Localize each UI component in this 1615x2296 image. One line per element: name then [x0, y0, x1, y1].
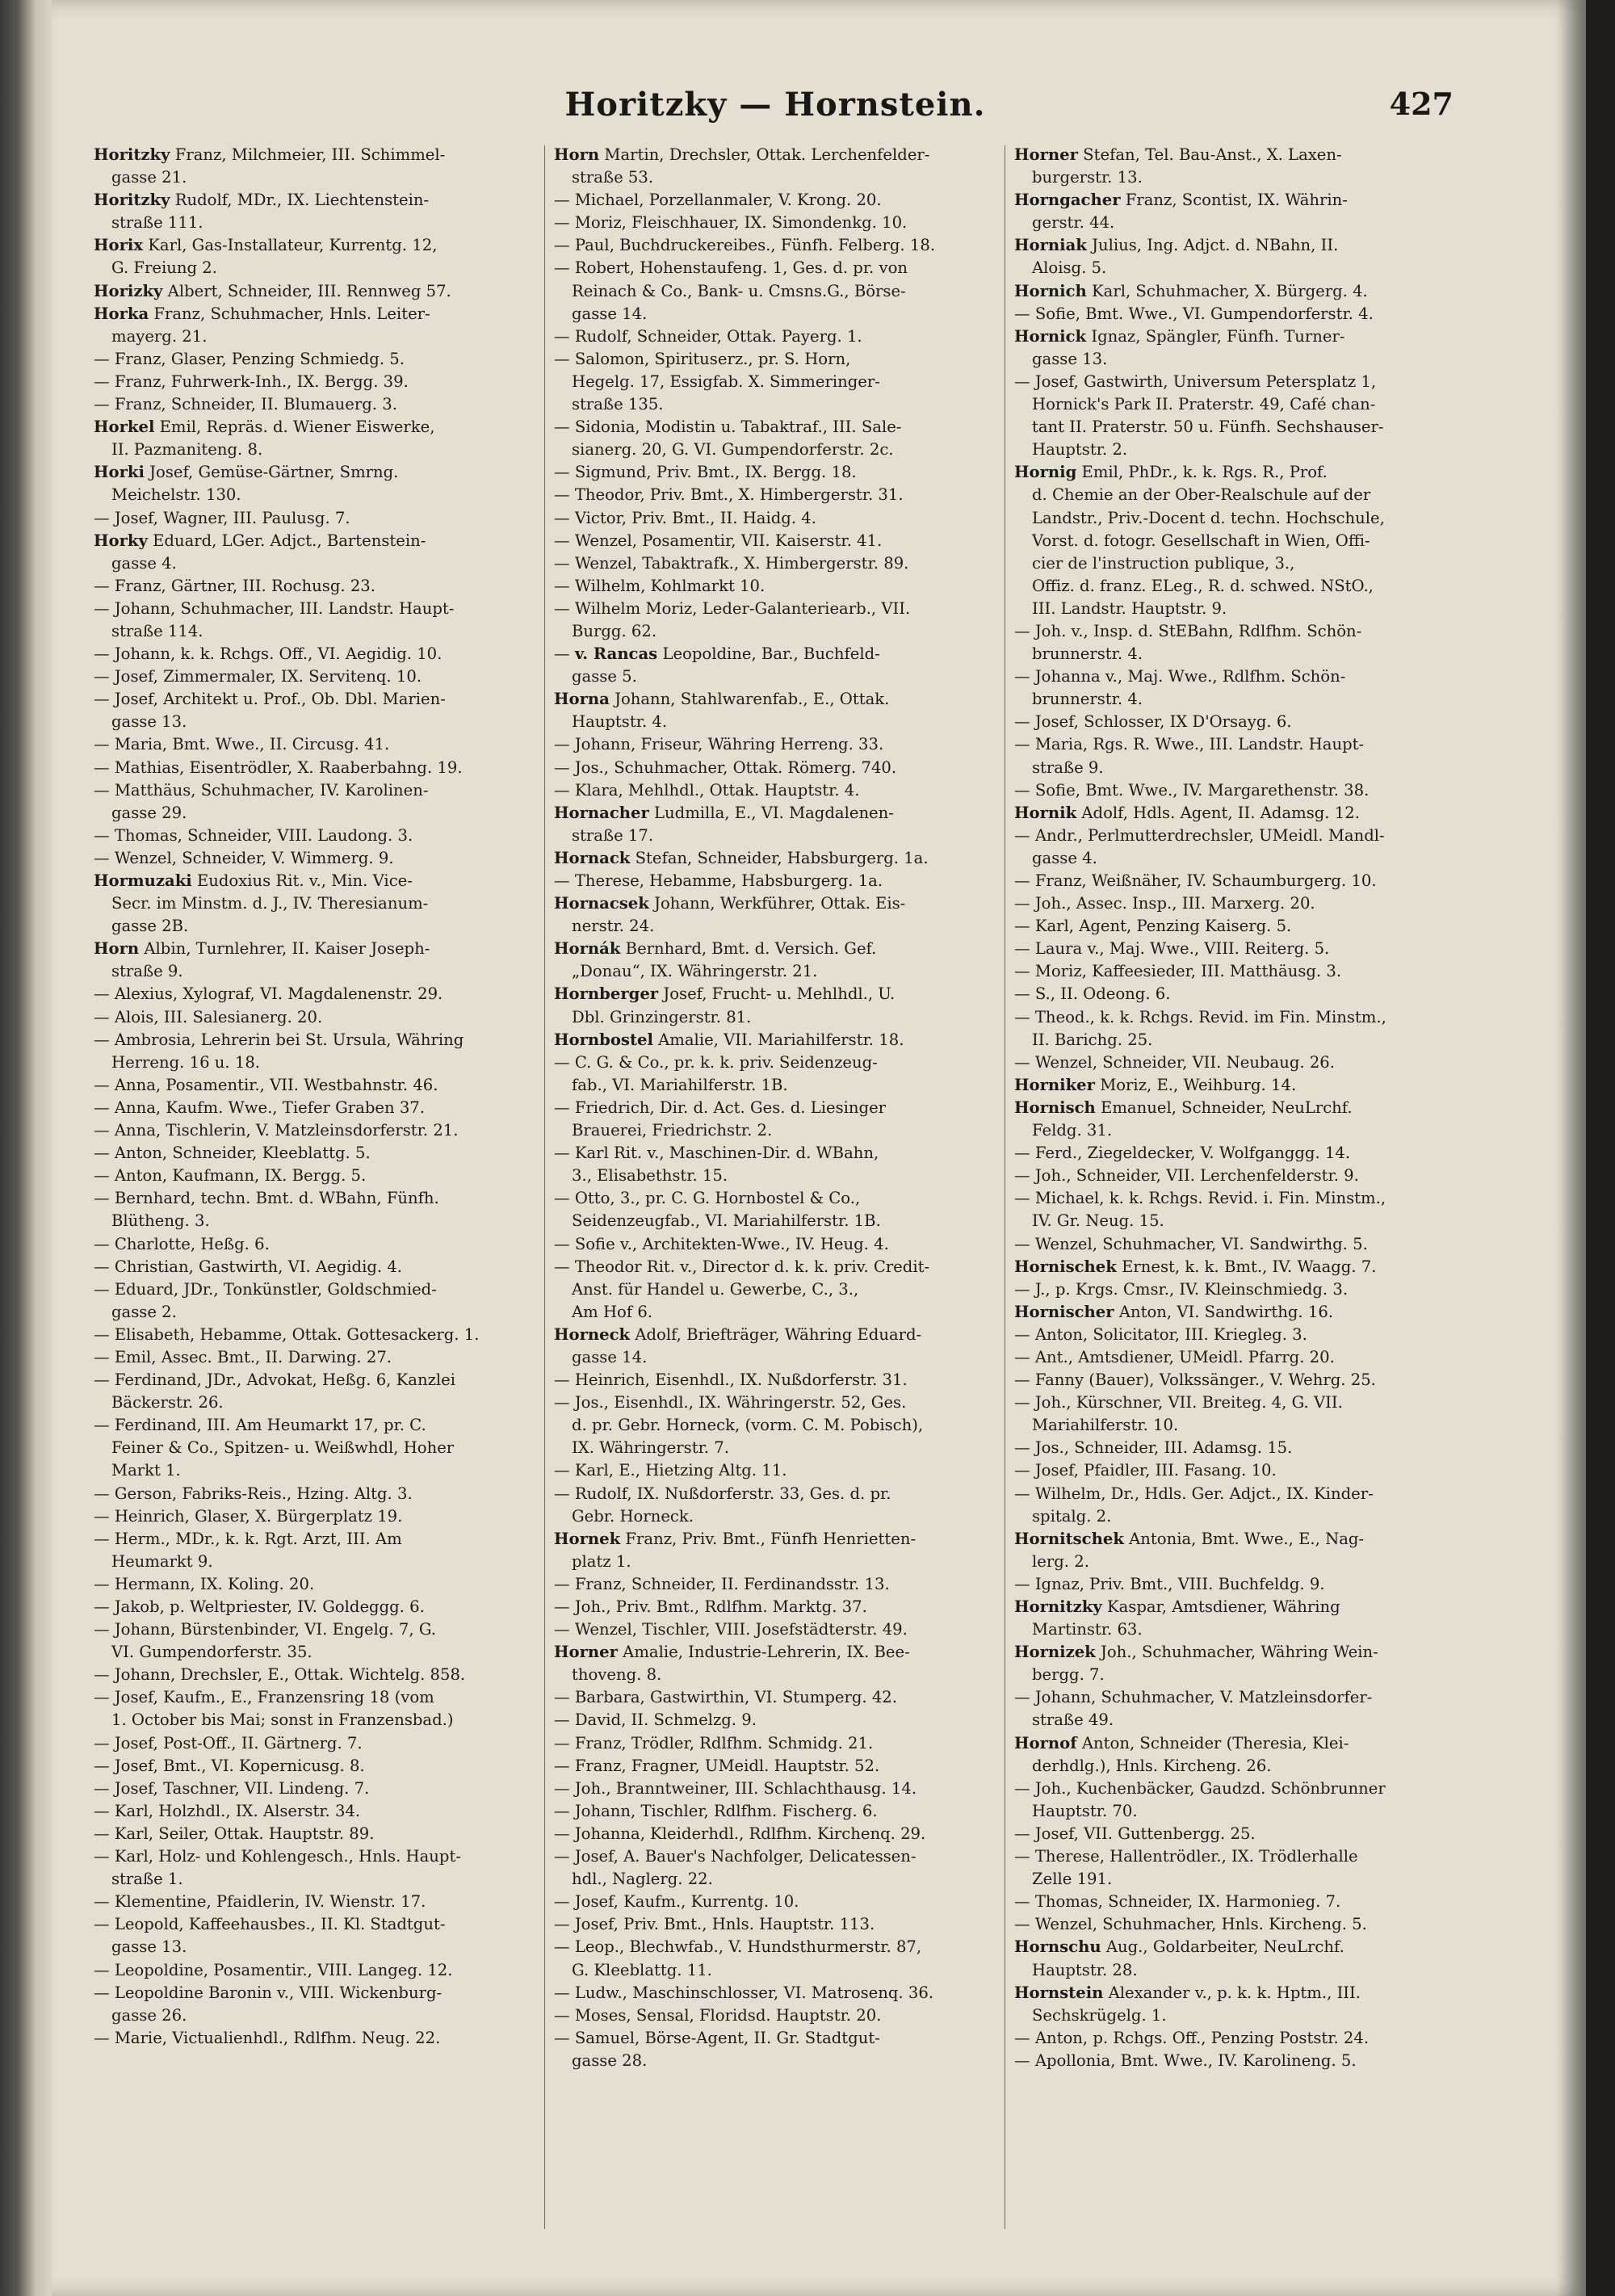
entry-continuation: gasse 14. — [572, 304, 648, 323]
surname-entry: Horizky Albert, Schneider, III. Rennweg 57. — [94, 281, 451, 300]
entry-continuation: 3., Elisabethstr. 15. — [572, 1166, 728, 1186]
surname-entry: Horneck Adolf, Briefträger, Währing Eduard- — [554, 1324, 922, 1344]
entry-continuation: gasse 13. — [111, 1937, 187, 1957]
entry-continuation: spitalg. 2. — [1032, 1506, 1112, 1526]
sub-entry: — Anna, Kaufm. Wwe., Tiefer Graben 37. — [94, 1098, 425, 1117]
sub-entry: — Andr., Perlmutterdrechsler, UMeidl. Mandl- — [1014, 825, 1385, 845]
sub-entry: — Heinrich, Eisenhdl., IX. Nußdorferstr. 31. — [554, 1370, 908, 1390]
sub-entry: — Mathias, Eisentrödler, X. Raaberbahng. 19. — [94, 758, 463, 777]
sub-entry: — Therese, Hebamme, Habsburgerg. 1a. — [554, 871, 883, 890]
sub-entry: — Josef, Gastwirth, Universum Petersplatz 1, — [1014, 371, 1377, 391]
surname-entry: Horn Martin, Drechsler, Ottak. Lerchenfelder- — [554, 145, 930, 164]
sub-entry: — Joh., Schneider, VII. Lerchenfelderstr. 9. — [1014, 1166, 1359, 1186]
sub-entry: — Therese, Hallentrödler., IX. Trödlerhalle — [1014, 1847, 1358, 1866]
surname-entry: Hornák Bernhard, Bmt. d. Versich. Gef. — [554, 939, 877, 959]
sub-entry: — Franz, Weißnäher, IV. Schaumburgerg. 10. — [1014, 871, 1377, 890]
sub-entry: — Josef, Bmt., VI. Kopernicusg. 8. — [94, 1756, 365, 1775]
sub-entry: — Josef, Kaufm., Kurrentg. 10. — [554, 1892, 799, 1912]
sub-entry: — Wilhelm, Kohlmarkt 10. — [554, 576, 766, 595]
sub-entry: — Josef, A. Bauer's Nachfolger, Delicatessen- — [554, 1847, 917, 1866]
sub-entry: — Franz, Fuhrwerk-Inh., IX. Bergg. 39. — [94, 371, 409, 391]
sub-entry: — Gerson, Fabriks-Reis., Hzing. Altg. 3. — [94, 1484, 413, 1503]
entry-continuation: Martinstr. 63. — [1032, 1620, 1143, 1639]
sub-entry: — Josef, Zimmermaler, IX. Servitenq. 10. — [94, 667, 422, 686]
sub-entry: — Josef, Kaufm., E., Franzensring 18 (vom — [94, 1688, 434, 1707]
surname-entry: Hornacher Ludmilla, E., VI. Magdalenen- — [554, 803, 894, 822]
entry-continuation: IV. Gr. Neug. 15. — [1032, 1211, 1164, 1231]
surname-entry: Hornack Stefan, Schneider, Habsburgerg. 1a. — [554, 848, 929, 867]
entry-continuation: straße 114. — [111, 621, 203, 640]
sub-entry: — v. Rancas Leopoldine, Bar., Buchfeld- — [554, 644, 880, 664]
sub-entry: — Karl, Seiler, Ottak. Hauptstr. 89. — [94, 1824, 375, 1843]
entry-continuation: brunnerstr. 4. — [1032, 644, 1143, 664]
entry-continuation: G. Kleeblattg. 11. — [572, 1960, 712, 1979]
running-title: Horitzky — Hornstein. — [564, 86, 986, 124]
entry-continuation: Feldg. 31. — [1032, 1121, 1113, 1140]
entry-continuation: Offiz. d. franz. ELeg., R. d. schwed. NStO., — [1032, 576, 1374, 595]
surname-entry: Hornischer Anton, VI. Sandwirthg. 16. — [1014, 1302, 1334, 1321]
sub-entry: — Jos., Eisenhdl., IX. Währingerstr. 52, Ges. — [554, 1393, 907, 1412]
sub-entry: — Christian, Gastwirth, VI. Aegidig. 4. — [94, 1257, 403, 1276]
sub-entry: — Theod., k. k. Rchgs. Revid. im Fin. Minstm., — [1014, 1007, 1386, 1026]
page-number: 427 — [1389, 86, 1454, 122]
entry-continuation: Brauerei, Friedrichstr. 2. — [572, 1121, 773, 1140]
surname-entry: Horngacher Franz, Scontist, IX. Währin- — [1014, 191, 1348, 210]
entry-continuation: Hornick's Park II. Praterstr. 49, Café chan- — [1032, 395, 1376, 414]
entry-continuation: Mariahilferstr. 10. — [1032, 1416, 1179, 1435]
sub-entry: — Friedrich, Dir. d. Act. Ges. d. Liesinger — [554, 1098, 887, 1117]
entry-continuation: gasse 5. — [572, 667, 637, 686]
directory-column-1 — [94, 144, 536, 2292]
entry-continuation: G. Freiung 2. — [111, 258, 217, 278]
sub-entry: — Anton, Schneider, Kleeblattg. 5. — [94, 1144, 371, 1163]
entry-continuation: gasse 26. — [111, 2005, 187, 2025]
sub-entry: — Anna, Tischlerin, V. Matzleinsdorferstr. 21. — [94, 1121, 459, 1140]
entry-continuation: Bäckerstr. 26. — [111, 1393, 224, 1412]
sub-entry: — Josef, Pfaidler, III. Fasang. 10. — [1014, 1461, 1277, 1480]
entry-continuation: Blütheng. 3. — [111, 1211, 210, 1231]
sub-entry: — Wenzel, Tischler, VIII. Josefstädterstr. 49. — [554, 1620, 908, 1639]
surname-entry: Hornacsek Johann, Werkführer, Ottak. Eis- — [554, 894, 906, 913]
sub-entry: — Joh. v., Insp. d. StEBahn, Rdlfhm. Schön- — [1014, 621, 1362, 640]
sub-entry: — Paul, Buchdruckereibes., Fünfh. Felberg. 18. — [554, 236, 936, 255]
sub-entry: — Josef, Wagner, III. Paulusg. 7. — [94, 508, 350, 527]
sub-entry: — Anna, Posamentir., VII. Westbahnstr. 46. — [94, 1075, 438, 1094]
sub-entry: — Heinrich, Glaser, X. Bürgerplatz 19. — [94, 1506, 403, 1526]
sub-entry: — Thomas, Schneider, IX. Harmonieg. 7. — [1014, 1892, 1341, 1912]
sub-entry: — Maria, Rgs. R. Wwe., III. Landstr. Haupt- — [1014, 735, 1365, 754]
sub-entry: — Victor, Priv. Bmt., II. Haidg. 4. — [554, 508, 816, 527]
sub-entry: — Josef, Taschner, VII. Lindeng. 7. — [94, 1778, 370, 1798]
sub-entry: — Wenzel, Schuhmacher, VI. Sandwirthg. 5. — [1014, 1234, 1368, 1253]
entry-continuation: gasse 13. — [1032, 349, 1108, 368]
sub-entry: — Michael, k. k. Rchgs. Revid. i. Fin. Minstm., — [1014, 1189, 1386, 1208]
sub-entry: — Joh., Assec. Insp., III. Marxerg. 20. — [1014, 894, 1315, 913]
surname-entry: Hornischek Ernest, k. k. Bmt., IV. Waagg. 7. — [1014, 1257, 1377, 1276]
entry-continuation: Vorst. d. fotogr. Gesellschaft in Wien, Offi- — [1032, 531, 1370, 550]
sub-entry: — Alois, III. Salesianerg. 20. — [94, 1007, 323, 1026]
sub-entry: — Rudolf, Schneider, Ottak. Payerg. 1. — [554, 326, 862, 346]
page-gutter-shadow — [1557, 0, 1586, 2296]
entry-continuation: Seidenzeugfab., VI. Mariahilferstr. 1B. — [572, 1211, 881, 1231]
surname-entry: Hornek Franz, Priv. Bmt., Fünfh Henrietten- — [554, 1529, 917, 1548]
surname-entry: Horner Stefan, Tel. Bau-Anst., X. Laxen- — [1014, 145, 1342, 164]
sub-entry: — Marie, Victualienhdl., Rdlfhm. Neug. 22. — [94, 2028, 441, 2047]
entry-continuation: Sechskrügelg. 1. — [1032, 2005, 1167, 2025]
sub-entry: — Rudolf, IX. Nußdorferstr. 33, Ges. d. pr. — [554, 1484, 891, 1503]
surname-entry: Horkel Emil, Repräs. d. Wiener Eiswerke, — [94, 418, 435, 437]
sub-entry: — Johanna, Kleiderhdl., Rdlfhm. Kirchenq. 29. — [554, 1824, 926, 1843]
sub-entry: — Joh., Kürschner, VII. Breiteg. 4, G. VII. — [1014, 1393, 1343, 1412]
sub-entry: — Sofie, Bmt. Wwe., IV. Margarethenstr. 38. — [1014, 780, 1370, 800]
sub-entry: — Sigmund, Priv. Bmt., IX. Bergg. 18. — [554, 463, 857, 482]
sub-entry: — Emil, Assec. Bmt., II. Darwing. 27. — [94, 1347, 392, 1366]
sub-entry: — Fanny (Bauer), Volkssänger., V. Wehrg. 25. — [1014, 1370, 1376, 1390]
sub-entry: — Leop., Blechwfab., V. Hundsthurmerstr. 87, — [554, 1937, 922, 1957]
sub-entry: — Bernhard, techn. Bmt. d. WBahn, Fünfh. — [94, 1189, 439, 1208]
sub-entry: — Franz, Glaser, Penzing Schmiedg. 5. — [94, 349, 405, 368]
sub-entry: — Theodor Rit. v., Director d. k. k. priv. Credit- — [554, 1257, 930, 1276]
sub-entry: — Johann, Schuhmacher, III. Landstr. Haupt- — [94, 598, 455, 618]
entry-continuation: tant II. Praterstr. 50 u. Fünfh. Sechshauser- — [1032, 418, 1384, 437]
entry-continuation: Hauptstr. 2. — [1032, 440, 1128, 460]
surname-entry: Hornick Ignaz, Spängler, Fünfh. Turner- — [1014, 326, 1345, 346]
entry-continuation: Landstr., Priv.-Docent d. techn. Hochschule, — [1032, 508, 1385, 527]
sub-entry: — Ambrosia, Lehrerin bei St. Ursula, Währing — [94, 1030, 464, 1049]
entry-continuation: Hauptstr. 28. — [1032, 1960, 1138, 1979]
sub-entry: — Josef, VII. Guttenbergg. 25. — [1014, 1824, 1256, 1843]
entry-continuation: derhdlg.), Hnls. Kircheng. 26. — [1032, 1756, 1272, 1775]
entry-continuation: burgerstr. 13. — [1032, 168, 1143, 187]
surname-entry: Hornstein Alexander v., p. k. k. Hptm., III. — [1014, 1983, 1361, 2002]
entry-continuation: straße 17. — [572, 825, 654, 845]
entry-continuation: gasse 4. — [1032, 848, 1097, 867]
entry-continuation: Secr. im Minstm. d. J., IV. Theresianum- — [111, 894, 429, 913]
entry-continuation: Aloisg. 5. — [1032, 258, 1107, 278]
sub-entry: — Karl, Agent, Penzing Kaiserg. 5. — [1014, 917, 1292, 936]
sub-entry: — Franz, Fragner, UMeidl. Hauptstr. 52. — [554, 1756, 880, 1775]
surname-entry: Horka Franz, Schuhmacher, Hnls. Leiter- — [94, 304, 430, 323]
sub-entry: — Moses, Sensal, Floridsd. Hauptstr. 20. — [554, 2005, 882, 2025]
entry-continuation: III. Landstr. Hauptstr. 9. — [1032, 598, 1227, 618]
entry-continuation: Am Hof 6. — [572, 1302, 653, 1321]
entry-continuation: cier de l'instruction publique, 3., — [1032, 553, 1295, 573]
sub-entry: — C. G. & Co., pr. k. k. priv. Seidenzeug- — [554, 1052, 878, 1072]
surname-entry: Hormuzaki Eudoxius Rit. v., Min. Vice- — [94, 871, 413, 890]
sub-entry: — Franz, Schneider, II. Ferdinandsstr. 13. — [554, 1574, 890, 1593]
entry-continuation: Hauptstr. 70. — [1032, 1801, 1138, 1820]
sub-entry: — Leopoldine Baronin v., VIII. Wickenburg- — [94, 1983, 443, 2002]
entry-continuation: gasse 21. — [111, 168, 187, 187]
sub-entry: — Josef, Priv. Bmt., Hnls. Hauptstr. 113. — [554, 1915, 875, 1934]
column-divider — [544, 145, 545, 2229]
entry-continuation: lerg. 2. — [1032, 1551, 1089, 1571]
entry-continuation: nerstr. 24. — [572, 917, 655, 936]
sub-entry: — Anton, p. Rchgs. Off., Penzing Poststr. 24. — [1014, 2028, 1370, 2047]
sub-entry: — Salomon, Spirituserz., pr. S. Horn, — [554, 349, 851, 368]
sub-entry: — Franz, Trödler, Rdlfhm. Schmidg. 21. — [554, 1733, 874, 1752]
surname-entry: Horner Amalie, Industrie-Lehrerin, IX. Bee- — [554, 1643, 910, 1662]
sub-entry: — Wilhelm, Dr., Hdls. Ger. Adjct., IX. Kinder- — [1014, 1484, 1374, 1503]
sub-entry: — Johanna v., Maj. Wwe., Rdlfhm. Schön- — [1014, 667, 1346, 686]
entry-continuation: straße 9. — [111, 962, 183, 981]
surname-entry: Horna Johann, Stahlwarenfab., E., Ottak. — [554, 690, 890, 709]
entry-continuation: Zelle 191. — [1032, 1870, 1113, 1889]
entry-continuation: straße 135. — [572, 395, 664, 414]
entry-continuation: gasse 29. — [111, 803, 187, 822]
sub-entry: — Joh., Priv. Bmt., Rdlfhm. Marktg. 37. — [554, 1597, 867, 1616]
entry-continuation: Meichelstr. 130. — [111, 485, 241, 505]
sub-entry: — Thomas, Schneider, VIII. Laudong. 3. — [94, 825, 413, 845]
entry-continuation: Feiner & Co., Spitzen- u. Weißwhdl, Hoher — [111, 1438, 455, 1458]
sub-entry: — Joh., Branntweiner, III. Schlachthausg. 14. — [554, 1778, 917, 1798]
sub-entry: — Anton, Kaufmann, IX. Bergg. 5. — [94, 1166, 367, 1186]
sub-entry: — Herm., MDr., k. k. Rgt. Arzt, III. Am — [94, 1529, 402, 1548]
entry-continuation: thoveng. 8. — [572, 1665, 662, 1685]
surname-entry: Hornbostel Amalie, VII. Mariahilferstr. 18. — [554, 1030, 904, 1049]
sub-entry: — Wenzel, Schneider, V. Wimmerg. 9. — [94, 848, 394, 867]
entry-continuation: II. Barichg. 25. — [1032, 1030, 1153, 1049]
surname-entry: Hornof Anton, Schneider (Theresia, Klei- — [1014, 1733, 1349, 1752]
entry-continuation: d. pr. Gebr. Horneck, (vorm. C. M. Pobisch), — [572, 1416, 924, 1435]
sub-entry: — Ant., Amtsdiener, UMeidl. Pfarrg. 20. — [1014, 1347, 1335, 1366]
entry-continuation: bergg. 7. — [1032, 1665, 1105, 1685]
sub-entry: — Klara, Mehlhdl., Ottak. Hauptstr. 4. — [554, 780, 860, 800]
sub-entry: — Johann, Bürstenbinder, VI. Engelg. 7, G. — [94, 1620, 437, 1639]
surname-entry: Horki Josef, Gemüse-Gärtner, Smrng. — [94, 463, 399, 482]
sub-entry: — Wenzel, Posamentir, VII. Kaiserstr. 41. — [554, 531, 883, 550]
sub-entry: — Leopoldine, Posamentir., VIII. Langeg. 12. — [94, 1960, 453, 1979]
sub-entry: — Laura v., Maj. Wwe., VIII. Reiterg. 5. — [1014, 939, 1330, 959]
sub-entry: — J., p. Krgs. Cmsr., IV. Kleinschmiedg. 3. — [1014, 1279, 1349, 1299]
surname-entry: Horitzky Franz, Milchmeier, III. Schimmel- — [94, 145, 446, 164]
entry-continuation: straße 9. — [1032, 758, 1104, 777]
entry-continuation: hdl., Naglerg. 22. — [572, 1870, 713, 1889]
entry-continuation: straße 49. — [1032, 1710, 1114, 1730]
surname-entry: Hornschu Aug., Goldarbeiter, NeuLrchf. — [1014, 1937, 1344, 1957]
surname-entry: Horn Albin, Turnlehrer, II. Kaiser Joseph- — [94, 939, 430, 959]
page-header — [97, 81, 1454, 137]
entry-continuation: gasse 2. — [111, 1302, 177, 1321]
entry-continuation: Anst. für Handel u. Gewerbe, C., 3., — [572, 1279, 859, 1299]
sub-entry: — Johann, Tischler, Rdlfhm. Fischerg. 6. — [554, 1801, 878, 1820]
surname-entry: Horix Karl, Gas-Installateur, Kurrentg. 12, — [94, 236, 438, 255]
surname-entry: Hornitschek Antonia, Bmt. Wwe., E., Nag- — [1014, 1529, 1365, 1548]
sub-entry: — Wenzel, Tabaktrafk., X. Himbergerstr. 89. — [554, 553, 909, 573]
sub-entry: — Barbara, Gastwirthin, VI. Stumperg. 42. — [554, 1688, 898, 1707]
entry-continuation: gasse 14. — [572, 1347, 648, 1366]
sub-entry: — Jos., Schuhmacher, Ottak. Römerg. 740. — [554, 758, 897, 777]
entry-continuation: Dbl. Grinzingerstr. 81. — [572, 1007, 752, 1026]
directory-column-3 — [1014, 144, 1457, 2292]
sub-entry: — Theodor, Priv. Bmt., X. Himbergerstr. 31. — [554, 485, 904, 505]
sub-entry: — Samuel, Börse-Agent, II. Gr. Stadtgut- — [554, 2028, 880, 2047]
sub-entry: — Charlotte, Heßg. 6. — [94, 1234, 270, 1253]
sub-entry: — Wenzel, Schuhmacher, Hnls. Kircheng. 5. — [1014, 1915, 1367, 1934]
entry-continuation: gerstr. 44. — [1032, 213, 1115, 233]
sub-entry: — Michael, Porzellanmaler, V. Krong. 20. — [554, 191, 882, 210]
entry-continuation: platz 1. — [572, 1551, 631, 1571]
sub-entry: — Johann, k. k. Rchgs. Off., VI. Aegidig. 10. — [94, 644, 443, 664]
sub-entry: — Otto, 3., pr. C. G. Hornbostel & Co., — [554, 1189, 861, 1208]
sub-entry: — Franz, Gärtner, III. Rochusg. 23. — [94, 576, 375, 595]
entry-continuation: sianerg. 20, G. VI. Gumpendorferstr. 2c. — [572, 440, 894, 460]
sub-entry: — Karl, E., Hietzing Altg. 11. — [554, 1461, 787, 1480]
sub-entry: — Karl, Holzhdl., IX. Alserstr. 34. — [94, 1801, 361, 1820]
sub-entry: — Robert, Hohenstaufeng. 1, Ges. d. pr. von — [554, 258, 908, 278]
previous-page-edge — [0, 0, 52, 2296]
sub-entry: — Alexius, Xylograf, VI. Magdalenenstr. 29. — [94, 984, 443, 1004]
entry-continuation: straße 1. — [111, 1870, 183, 1889]
sub-entry: — Josef, Architekt u. Prof., Ob. Dbl. Marien- — [94, 690, 446, 709]
entry-continuation: Heumarkt 9. — [111, 1551, 213, 1571]
entry-continuation: Markt 1. — [111, 1461, 181, 1480]
surname-entry: Hornich Karl, Schuhmacher, X. Bürgerg. 4. — [1014, 281, 1368, 300]
surname-entry: Hornberger Josef, Frucht- u. Mehlhdl., U. — [554, 984, 896, 1004]
entry-continuation: „Donau“, IX. Währingerstr. 21. — [572, 962, 818, 981]
entry-continuation: Hegelg. 17, Essigfab. X. Simmeringer- — [572, 371, 880, 391]
sub-entry: — Joh., Kuchenbäcker, Gaudzd. Schönbrunner — [1014, 1778, 1386, 1798]
entry-continuation: mayerg. 21. — [111, 326, 208, 346]
entry-continuation: II. Pazmaniteng. 8. — [111, 440, 263, 460]
surname-entry: Horitzky Rudolf, MDr., IX. Liechtenstein- — [94, 191, 430, 210]
sub-entry: — Ferd., Ziegeldecker, V. Wolfganggg. 14. — [1014, 1144, 1351, 1163]
sub-entry: — Josef, Post-Off., II. Gärtnerg. 7. — [94, 1733, 363, 1752]
sub-entry: — Moriz, Fleischhauer, IX. Simondenkg. 10. — [554, 213, 908, 233]
surname-entry: Hornitzky Kaspar, Amtsdiener, Währing — [1014, 1597, 1340, 1616]
sub-entry: — Moriz, Kaffeesieder, III. Matthäusg. 3. — [1014, 962, 1342, 981]
entry-continuation: gasse 4. — [111, 553, 177, 573]
sub-entry: — Wilhelm Moriz, Leder-Galanteriearb., VII. — [554, 598, 911, 618]
entry-continuation: 1. October bis Mai; sonst in Franzensbad.) — [111, 1710, 454, 1730]
sub-entry: — Ignaz, Priv. Bmt., VIII. Buchfeldg. 9. — [1014, 1574, 1325, 1593]
sub-entry: — Ferdinand, JDr., Advokat, Heßg. 6, Kanzlei — [94, 1370, 456, 1390]
entry-continuation: Burgg. 62. — [572, 621, 657, 640]
surname-entry: Hornik Adolf, Hdls. Agent, II. Adamsg. 12. — [1014, 803, 1360, 822]
directory-column-2 — [554, 144, 996, 2292]
sub-entry: — Klementine, Pfaidlerin, IV. Wienstr. 17. — [94, 1892, 426, 1912]
entry-continuation: gasse 28. — [572, 2050, 648, 2070]
entry-continuation: Herreng. 16 u. 18. — [111, 1052, 261, 1072]
entry-continuation: IX. Währingerstr. 7. — [572, 1438, 729, 1458]
entry-continuation: straße 111. — [111, 213, 203, 233]
entry-continuation: VI. Gumpendorferstr. 35. — [111, 1643, 313, 1662]
sub-entry: — Ludw., Maschinschlosser, VI. Matrosenq. 36. — [554, 1983, 934, 2002]
surname-entry: Hornisch Emanuel, Schneider, NeuLrchf. — [1014, 1098, 1353, 1117]
sub-entry: — Ferdinand, III. Am Heumarkt 17, pr. C. — [94, 1416, 426, 1435]
sub-entry: — Eduard, JDr., Tonkünstler, Goldschmied- — [94, 1279, 437, 1299]
sub-entry: — Jos., Schneider, III. Adamsg. 15. — [1014, 1438, 1293, 1458]
entry-continuation: fab., VI. Mariahilferstr. 1B. — [572, 1075, 788, 1094]
sub-entry: — Karl, Holz- und Kohlengesch., Hnls. Haupt- — [94, 1847, 461, 1866]
sub-entry: — Hermann, IX. Koling. 20. — [94, 1574, 315, 1593]
surname-entry: Horky Eduard, LGer. Adjct., Bartenstein- — [94, 531, 426, 550]
sub-entry: — Sofie v., Architekten-Wwe., IV. Heug. 4. — [554, 1234, 889, 1253]
sub-entry: — Johann, Friseur, Währing Herreng. 33. — [554, 735, 884, 754]
surname-entry: Horniker Moriz, E., Weihburg. 14. — [1014, 1075, 1297, 1094]
sub-entry: — Sofie, Bmt. Wwe., VI. Gumpendorferstr. 4. — [1014, 304, 1374, 323]
sub-entry: — Maria, Bmt. Wwe., II. Circusg. 41. — [94, 735, 390, 754]
sub-entry: — Franz, Schneider, II. Blumauerg. 3. — [94, 395, 397, 414]
entry-continuation: gasse 2B. — [111, 917, 189, 936]
entry-continuation: Gebr. Horneck. — [572, 1506, 694, 1526]
entry-continuation: d. Chemie an der Ober-Realschule auf der — [1032, 485, 1371, 505]
surname-entry: Hornig Emil, PhDr., k. k. Rgs. R., Prof. — [1014, 463, 1328, 482]
sub-entry: — Johann, Schuhmacher, V. Matzleinsdorfer- — [1014, 1688, 1373, 1707]
sub-entry: — Leopold, Kaffeehausbes., II. Kl. Stadtgut- — [94, 1915, 446, 1934]
entry-continuation: gasse 13. — [111, 712, 187, 732]
surname-entry: Hornizek Joh., Schuhmacher, Währing Wein- — [1014, 1643, 1378, 1662]
entry-continuation: Reinach & Co., Bank- u. Cmsns.G., Börse- — [572, 281, 906, 300]
sub-entry: — Matthäus, Schuhmacher, IV. Karolinen- — [94, 780, 429, 800]
sub-entry: — Anton, Solicitator, III. Kriegleg. 3. — [1014, 1324, 1307, 1344]
sub-entry: — Jakob, p. Weltpriester, IV. Goldeggg. 6. — [94, 1597, 425, 1616]
sub-entry: — Elisabeth, Hebamme, Ottak. Gottesackerg. 1. — [94, 1324, 480, 1344]
entry-continuation: straße 53. — [572, 168, 654, 187]
entry-continuation: brunnerstr. 4. — [1032, 690, 1143, 709]
surname-entry: Horniak Julius, Ing. Adjct. d. NBahn, II. — [1014, 236, 1339, 255]
sub-entry: — Sidonia, Modistin u. Tabaktraf., III. Sale- — [554, 418, 902, 437]
sub-entry: — Josef, Schlosser, IX D'Orsayg. 6. — [1014, 712, 1292, 732]
sub-entry: — Johann, Drechsler, E., Ottak. Wichtelg. 858. — [94, 1665, 466, 1685]
sub-entry: — S., II. Odeong. 6. — [1014, 984, 1171, 1004]
sub-entry: — David, II. Schmelzg. 9. — [554, 1710, 757, 1730]
entry-continuation: Hauptstr. 4. — [572, 712, 668, 732]
sub-entry: — Apollonia, Bmt. Wwe., IV. Karolineng. 5. — [1014, 2050, 1357, 2070]
sub-entry: — Karl Rit. v., Maschinen-Dir. d. WBahn, — [554, 1144, 879, 1163]
sub-entry: — Wenzel, Schneider, VII. Neubaug. 26. — [1014, 1052, 1335, 1072]
